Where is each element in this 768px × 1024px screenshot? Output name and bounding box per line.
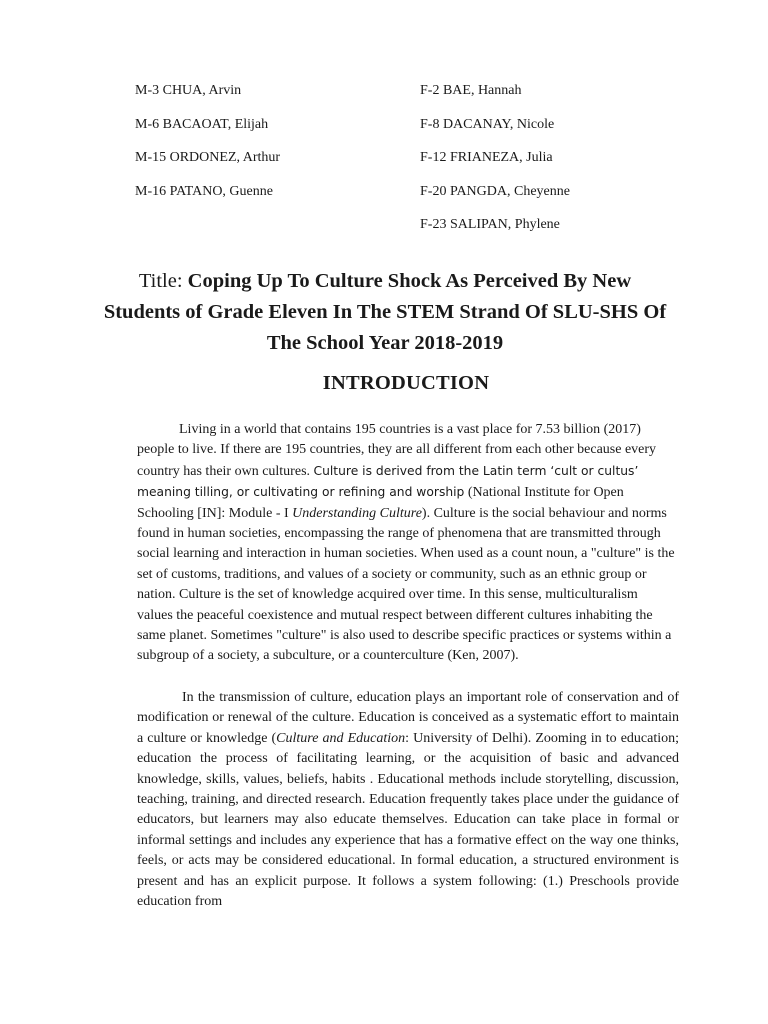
introduction-paragraph-1 xyxy=(137,420,677,667)
title-text: Coping Up To Culture Shock As Perceived By New Students of Grade Eleven In The STEM Strand Of SLU-SHS Of The School Year 2018-2019 xyxy=(103,270,667,354)
cited-title: Culture and Education xyxy=(276,730,406,746)
author-name: M-3 CHUA, Arvin xyxy=(135,83,242,98)
author-name: M-16 PATANO, Guenne xyxy=(135,183,273,199)
female-authors-column xyxy=(420,82,570,250)
paragraph-text: Living in a world that contains 195 countries is a vast place for 7.53 billion (2017) people to live. If there are 195 countries, they are all different from each other because every country has their own cultures. xyxy=(137,422,657,479)
paragraph-text: ). Culture is the social behaviour and norms found in human societies, encompassing the range of phenomena that are transmitted through social learning and interaction in human societies. When used as a count noun, a "culture" is the set of customs, traditions, and values of a society or community, such as an ethnic group or nation. Culture is the set of knowledge acquired over time. In this sense, multiculturalism values the peaceful coexistence and mutual respect between different cultures inhabiting the same planet. Sometimes "culture" is also used to describe specific practices or systems within a subgroup of a society, a subculture, or a counterculture (Ken, 2007). xyxy=(137,505,675,664)
author-name: M-15 ORDONEZ, Arthur xyxy=(135,150,281,165)
paragraph-text: (National Institute for Open Schooling [IN]: Module - I xyxy=(137,485,624,521)
paragraph-text: In the transmission of culture, education plays an important role of conservation and of modification or renewal of the culture. Education is conceived as a systematic effort to maintain a culture or knowledge ( xyxy=(137,690,679,746)
author-list xyxy=(0,82,768,242)
author-name: F-23 SALIPAN, Phylene xyxy=(420,217,560,232)
introduction-paragraph-2 xyxy=(137,688,679,912)
section-heading: INTRODUCTION xyxy=(322,372,490,394)
author-name: M-6 BACAOAT, Elijah xyxy=(135,116,269,132)
cited-title: Understanding Culture xyxy=(292,505,422,521)
male-authors-column xyxy=(135,82,280,216)
author-name: F-20 PANGDA, Cheyenne xyxy=(420,183,570,199)
paper-title xyxy=(100,266,670,359)
paragraph-text: : University of Delhi). Zooming in to education; education the process of facilitating learning, or the acquisition of basic and advanced knowledge, skills, values, beliefs, habits . Educational methods include storytelling, discussion, teaching, training, and directed research. Education frequently takes place under the guidance of educators, but learners may also educate themselves. Education can take place in formal or informal settings and includes any experience that has a formative effect on the way one thinks, feels, or acts may be considered educational. In formal education, a structured environment is present and has an explicit purpose. It follows a system following: (1.) Preschools provide education from xyxy=(137,730,680,910)
title-label: Title: xyxy=(138,270,183,292)
author-name: F-2 BAE, Hannah xyxy=(420,83,522,98)
author-name: F-12 FRIANEZA, Julia xyxy=(420,150,553,165)
latin-definition-text: Culture is derived from the Latin term ‘cult or cultus’ meaning tilling, or cultivating or refining and worship xyxy=(137,463,639,500)
author-name: F-8 DACANAY, Nicole xyxy=(420,116,555,132)
